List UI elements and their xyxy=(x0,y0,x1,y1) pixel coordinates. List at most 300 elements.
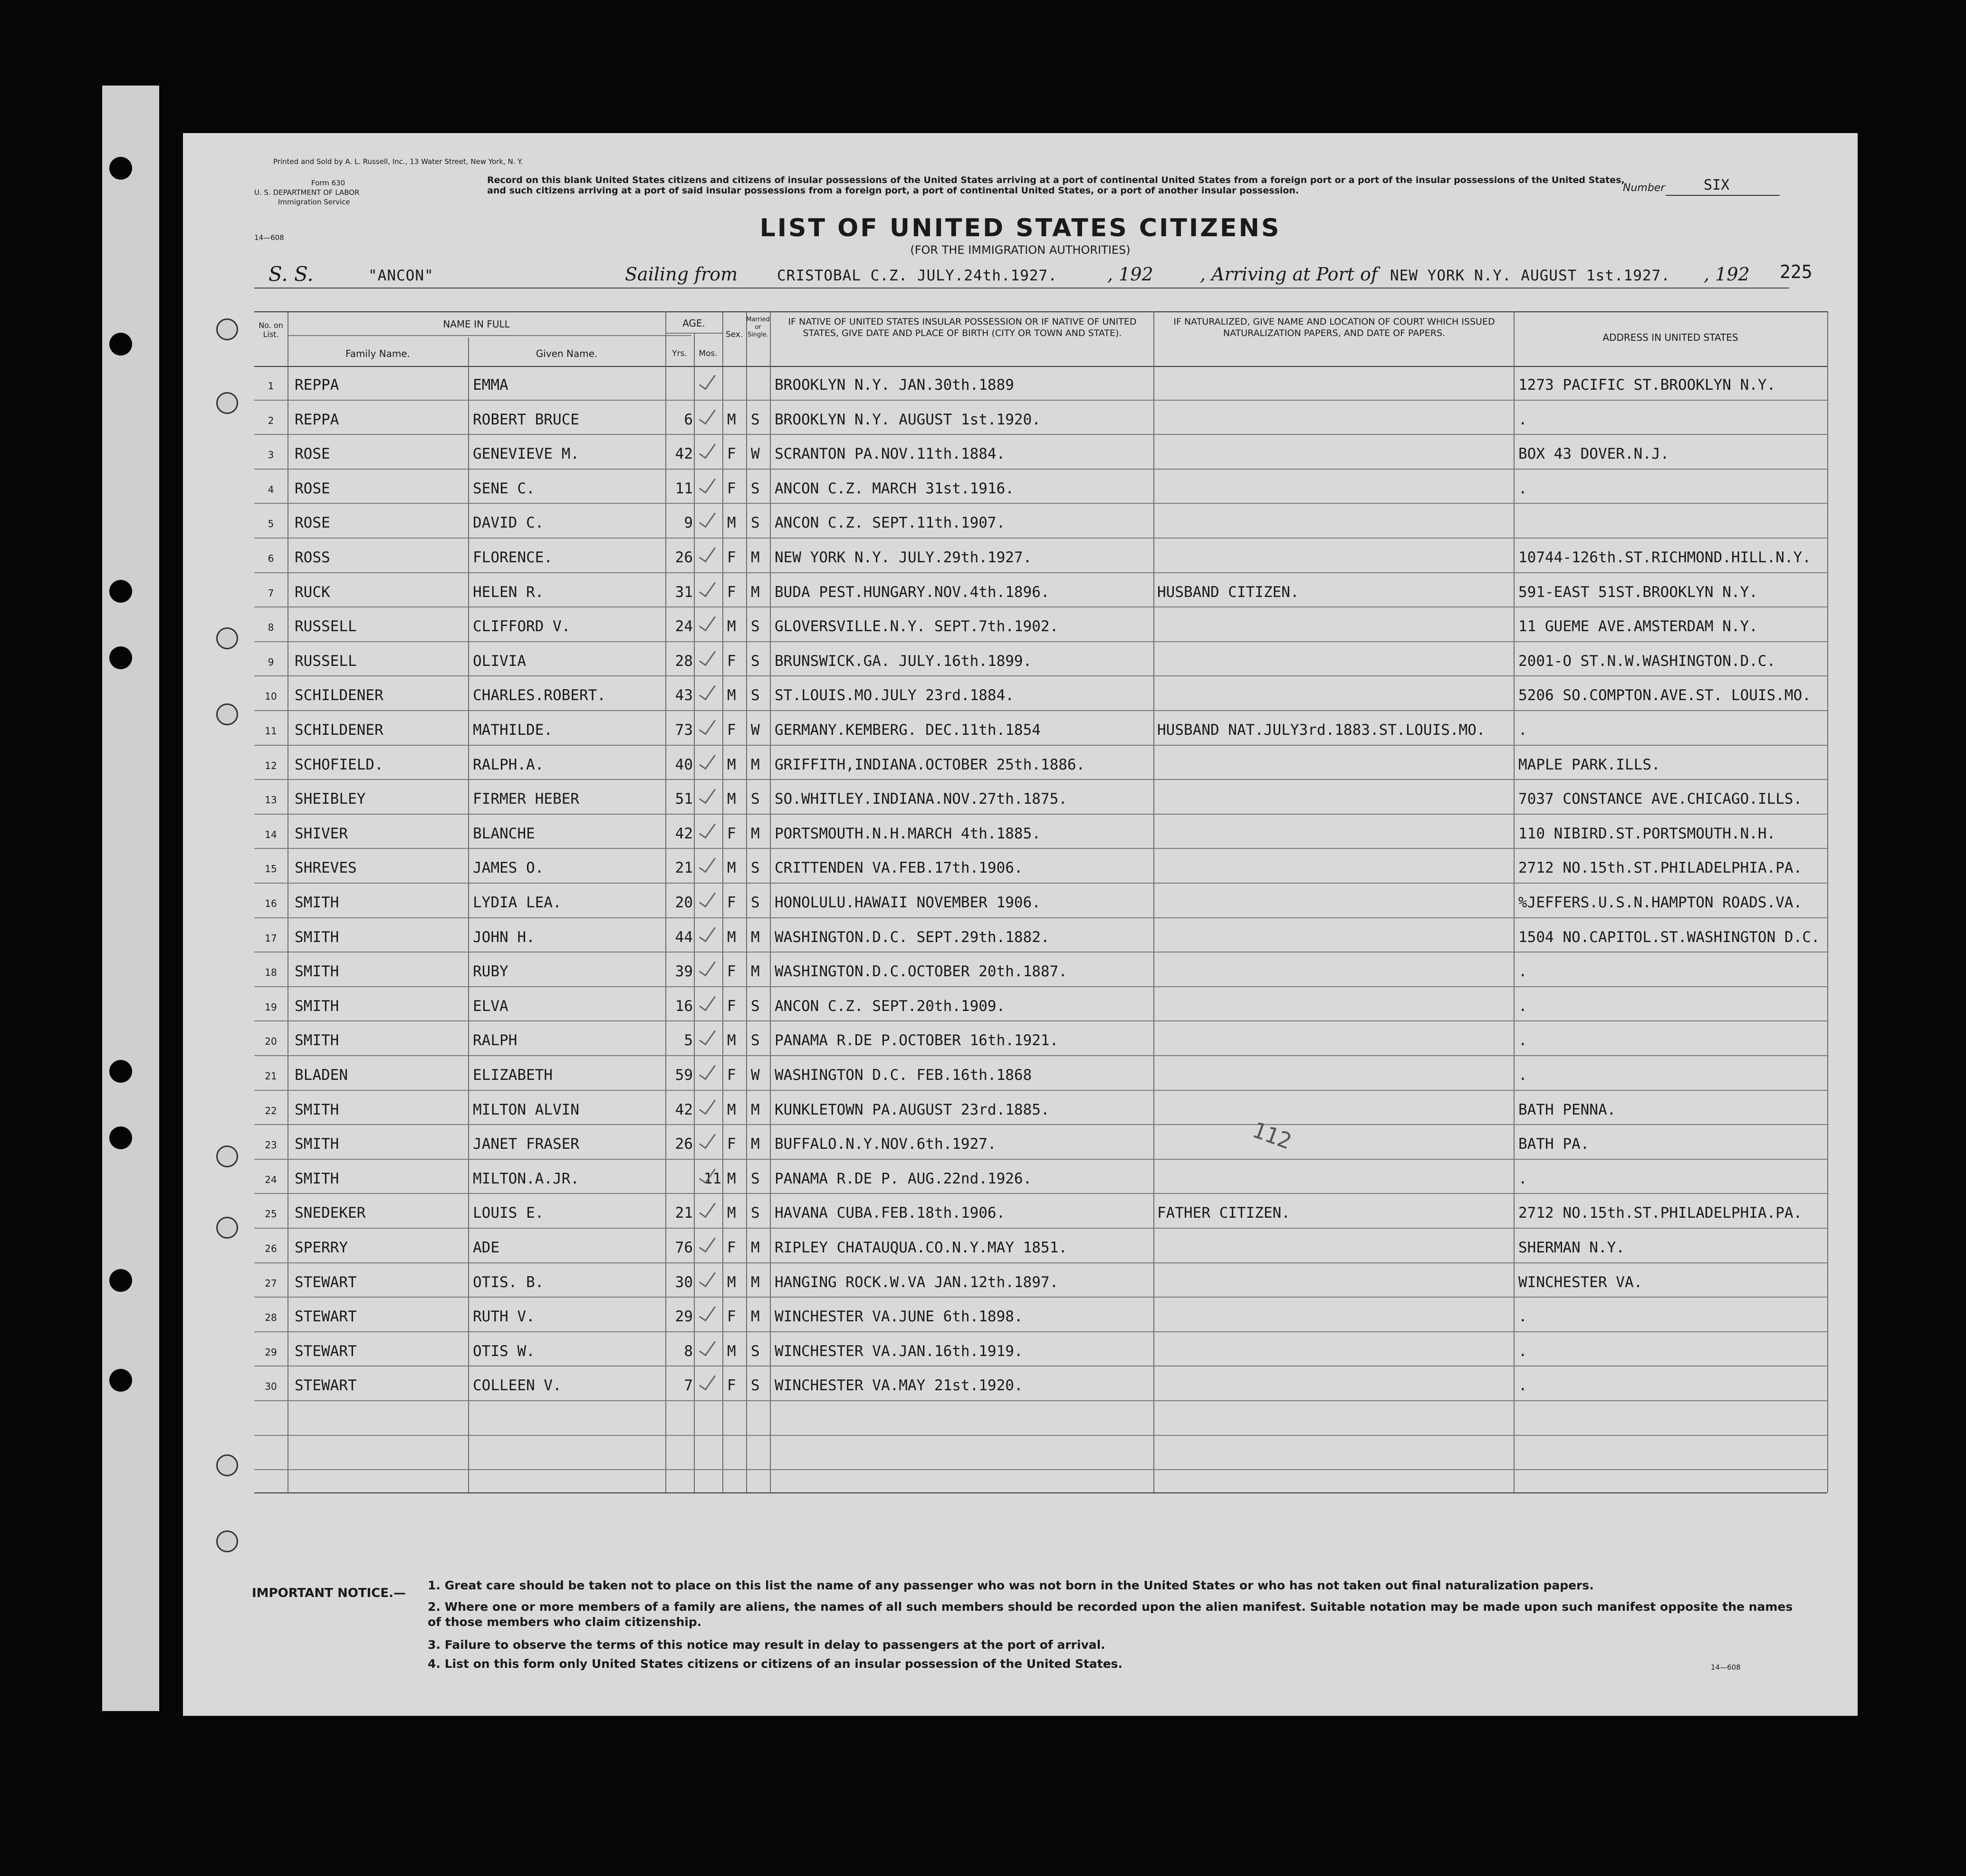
tick-mark xyxy=(699,578,716,597)
header-mos: Mos. xyxy=(699,349,718,358)
cell-given: FIRMER HEBER xyxy=(473,790,579,808)
cell-birth: GRIFFITH,INDIANA.OCTOBER 25th.1886. xyxy=(775,756,1085,773)
header-naturalized: IF NATURALIZED, GIVE NAME AND LOCATION OF COURT WHICH ISSUED NATURALIZATION PAPERS, AND DATE OF PAPERS. xyxy=(1173,317,1495,338)
cell-ms: M xyxy=(751,1273,760,1291)
cell-birth: ANCON C.Z. SEPT.20th.1909. xyxy=(775,997,1006,1015)
cell-family: SHIVER xyxy=(295,825,348,842)
cell-no: 18 xyxy=(265,967,277,979)
number-value: SIX xyxy=(1704,177,1730,193)
punch-hole xyxy=(109,1126,132,1149)
cell-no: 23 xyxy=(265,1139,277,1151)
cell-yrs: 39 xyxy=(675,963,693,981)
cell-family: SCHILDENER xyxy=(295,722,384,739)
table-row xyxy=(183,1194,1858,1229)
table-row xyxy=(183,1160,1858,1194)
cell-yrs: 8 xyxy=(684,1342,693,1360)
cell-no: 13 xyxy=(265,794,277,806)
page-number: 225 xyxy=(1780,261,1813,282)
form-instructions: Record on this blank United States citizens and citizens of insular possessions of the United States arriving at a port of continental United States from a foreign port or a port of the insular possessions of the United States, and such citizens arriving at a port of said insular possessions from a foreign port, a port of continental United States, or a port of another insular possession. xyxy=(487,175,1625,196)
cell-birth: HONOLULU.HAWAII NOVEMBER 1906. xyxy=(775,894,1041,911)
cell-addr: . xyxy=(1518,1032,1527,1049)
table-row xyxy=(183,573,1858,608)
cell-ms: S xyxy=(751,790,760,808)
cell-sex: F xyxy=(727,722,736,739)
cell-given: MILTON ALVIN xyxy=(473,1101,579,1118)
cell-ms: M xyxy=(751,549,760,566)
tick-mark xyxy=(699,371,716,390)
cell-yrs: 26 xyxy=(675,1135,693,1153)
cell-no: 6 xyxy=(268,553,274,564)
cell-given: OTIS. B. xyxy=(473,1273,544,1291)
cell-given: HELEN R. xyxy=(473,583,544,601)
cell-yrs: 6 xyxy=(684,411,693,428)
printer-line: Printed and Sold by A. L. Russell, Inc., 13 Water Street, New York, N. Y. xyxy=(273,157,523,166)
tick-mark xyxy=(699,750,716,770)
cell-given: CLIFFORD V. xyxy=(473,618,571,635)
cell-addr: . xyxy=(1518,722,1527,739)
cell-yrs: 11 xyxy=(675,480,693,497)
cell-yrs: 5 xyxy=(684,1032,693,1049)
department-name: U. S. DEPARTMENT OF LABOR xyxy=(254,188,360,197)
cell-no: 22 xyxy=(265,1105,277,1116)
cell-no: 17 xyxy=(265,932,277,944)
cell-family: ROSS xyxy=(295,549,330,566)
cell-birth: NEW YORK N.Y. JULY.29th.1927. xyxy=(775,549,1032,566)
cell-ms: M xyxy=(751,1308,760,1326)
cell-yrs: 42 xyxy=(675,445,693,463)
cell-sex: M xyxy=(727,514,736,532)
cell-sex: M xyxy=(727,790,736,808)
cell-yrs: 7 xyxy=(684,1377,693,1395)
row-rule xyxy=(254,1469,1827,1470)
table-bottom-border xyxy=(254,1492,1827,1493)
cell-ms: M xyxy=(751,1239,760,1256)
tick-mark xyxy=(699,1199,716,1218)
cell-family: RUSSELL xyxy=(295,652,357,670)
cell-family: SPERRY xyxy=(295,1239,348,1256)
number-label: Number xyxy=(1623,182,1665,194)
header-family-name: Family Name. xyxy=(345,348,411,359)
cell-sex: F xyxy=(727,549,736,566)
table-row xyxy=(183,884,1858,918)
cell-family: SHREVES xyxy=(295,859,357,877)
cell-addr: 1504 NO.CAPITOL.ST.WASHINGTON D.C. xyxy=(1518,928,1820,946)
cell-sex: M xyxy=(727,756,736,773)
cell-no: 19 xyxy=(265,1001,277,1013)
tick-mark xyxy=(699,992,716,1011)
cell-yrs: 43 xyxy=(675,687,693,704)
cell-addr: . xyxy=(1518,963,1527,981)
cell-no: 8 xyxy=(268,622,274,634)
cell-ms: M xyxy=(751,825,760,842)
cell-sex: F xyxy=(727,583,736,601)
cell-addr: . xyxy=(1518,1170,1527,1187)
table-row xyxy=(183,918,1858,953)
cell-addr: 7037 CONSTANCE AVE.CHICAGO.ILLS. xyxy=(1518,790,1803,808)
arriving-value: NEW YORK N.Y. AUGUST 1st.1927. xyxy=(1390,267,1670,284)
cell-no: 15 xyxy=(265,863,277,875)
cell-birth: WASHINGTON D.C. FEB.16th.1868 xyxy=(775,1067,1032,1084)
header-married-single: Married or Single. xyxy=(746,316,770,338)
tick-mark xyxy=(699,1061,716,1080)
table-row xyxy=(183,1229,1858,1263)
cell-no: 4 xyxy=(268,483,274,495)
cell-ms: M xyxy=(751,1135,760,1153)
cell-birth: BUFFALO.N.Y.NOV.6th.1927. xyxy=(775,1135,997,1153)
cell-no: 12 xyxy=(265,760,277,771)
cell-birth: PANAMA R.DE P.OCTOBER 16th.1921. xyxy=(775,1032,1059,1049)
cell-no: 3 xyxy=(268,449,274,461)
cell-yrs: 21 xyxy=(675,1204,693,1222)
cell-sex: M xyxy=(727,1204,736,1222)
tick-mark xyxy=(699,1337,716,1356)
cell-given: EMMA xyxy=(473,376,508,394)
cell-family: SMITH xyxy=(295,894,339,911)
cell-family: SCHOFIELD. xyxy=(295,756,384,773)
table-row xyxy=(183,746,1858,780)
form-code-bottom: 14—608 xyxy=(1711,1663,1741,1672)
cell-ms: S xyxy=(751,687,760,704)
cell-no: 25 xyxy=(265,1208,277,1220)
tick-mark xyxy=(699,888,716,907)
cell-ms: S xyxy=(751,1342,760,1360)
cell-birth: BRUNSWICK.GA. JULY.16th.1899. xyxy=(775,652,1032,670)
cell-yrs: 24 xyxy=(675,618,693,635)
tick-mark xyxy=(699,785,716,804)
cell-given: OTIS W. xyxy=(473,1342,535,1360)
binding-strip xyxy=(102,86,159,1711)
cell-family: STEWART xyxy=(295,1342,357,1360)
cell-family: SMITH xyxy=(295,928,339,946)
cell-no: 5 xyxy=(268,518,274,530)
cell-yrs: 28 xyxy=(675,652,693,670)
tick-mark xyxy=(699,1233,716,1252)
cell-family: ROSE xyxy=(295,480,330,497)
cell-given: RUTH V. xyxy=(473,1308,535,1326)
cell-addr: . xyxy=(1518,1067,1527,1084)
cell-yrs: 59 xyxy=(675,1067,693,1084)
cell-yrs: 9 xyxy=(684,514,693,532)
tick-mark xyxy=(699,958,716,977)
cell-sex: M xyxy=(727,618,736,635)
row-rule xyxy=(254,1400,1827,1401)
cell-yrs: 40 xyxy=(675,756,693,773)
cell-addr: 110 NIBIRD.ST.PORTSMOUTH.N.H. xyxy=(1518,825,1776,842)
cell-addr: 2001-O ST.N.W.WASHINGTON.D.C. xyxy=(1518,652,1776,670)
cell-addr: WINCHESTER VA. xyxy=(1518,1273,1643,1291)
cell-birth: SCRANTON PA.NOV.11th.1884. xyxy=(775,445,1006,463)
cell-sex: M xyxy=(727,1273,736,1291)
cell-yrs: 76 xyxy=(675,1239,693,1256)
cell-addr: 591-EAST 51ST.BROOKLYN N.Y. xyxy=(1518,583,1758,601)
tick-mark xyxy=(699,854,716,873)
header-yrs: Yrs. xyxy=(672,349,687,358)
document-title: LIST OF UNITED STATES CITIZENS xyxy=(759,214,1281,242)
table-row xyxy=(183,642,1858,677)
sailing-label: Sailing from xyxy=(625,264,738,285)
table-row xyxy=(183,780,1858,815)
stamped-number: 112 xyxy=(1249,1116,1295,1154)
cell-no: 28 xyxy=(265,1312,277,1324)
tick-mark xyxy=(699,440,716,459)
cell-addr: 2712 NO.15th.ST.PHILADELPHIA.PA. xyxy=(1518,859,1803,877)
form-number: Form 630 xyxy=(311,179,345,187)
cell-family: SMITH xyxy=(295,997,339,1015)
cell-birth: WASHINGTON.D.C.OCTOBER 20th.1887. xyxy=(775,963,1067,981)
cell-no: 1 xyxy=(268,380,274,392)
cell-birth: BUDA PEST.HUNGARY.NOV.4th.1896. xyxy=(775,583,1050,601)
cell-family: RUSSELL xyxy=(295,618,357,635)
cell-ms: W xyxy=(751,1067,760,1084)
tick-mark xyxy=(699,923,716,942)
cell-family: ROSE xyxy=(295,445,330,463)
cell-ms: W xyxy=(751,445,760,463)
table-row xyxy=(183,435,1858,470)
cell-family: SMITH xyxy=(295,1101,339,1118)
cell-birth: PANAMA R.DE P. AUG.22nd.1926. xyxy=(775,1170,1032,1187)
row-rule xyxy=(254,1435,1827,1436)
cell-sex: F xyxy=(727,825,736,842)
tick-mark xyxy=(699,647,716,666)
cell-ms: S xyxy=(751,618,760,635)
ss-label: S. S. xyxy=(269,262,314,286)
cell-ms: M xyxy=(751,756,760,773)
table-row xyxy=(183,676,1858,711)
cell-yrs: 29 xyxy=(675,1308,693,1326)
cell-sex: M xyxy=(727,687,736,704)
cell-ms: M xyxy=(751,928,760,946)
document-subtitle: (FOR THE IMMIGRATION AUTHORITIES) xyxy=(910,243,1131,257)
cell-given: LOUIS E. xyxy=(473,1204,544,1222)
cell-addr: MAPLE PARK.ILLS. xyxy=(1518,756,1660,773)
cell-nat: FATHER CITIZEN. xyxy=(1157,1204,1290,1222)
cell-ms: S xyxy=(751,1377,760,1395)
cell-family: SMITH xyxy=(295,1135,339,1153)
cell-sex: F xyxy=(727,1135,736,1153)
cell-nat: HUSBAND CITIZEN. xyxy=(1157,583,1299,601)
cell-family: RUCK xyxy=(295,583,330,601)
passenger-table xyxy=(183,133,1858,1716)
tick-mark xyxy=(699,1130,716,1149)
notice-item-2: 2. Where one or more members of a family are aliens, the names of all such members should be recorded upon the alien manifest. Suitable notation may be made upon such manifest opposite the names of those members who claim citizenship. xyxy=(428,1600,1793,1629)
cell-ms: M xyxy=(751,583,760,601)
cell-ms: S xyxy=(751,652,760,670)
cell-birth: HANGING ROCK.W.VA JAN.12th.1897. xyxy=(775,1273,1059,1291)
header-address: ADDRESS IN UNITED STATES xyxy=(1602,332,1738,343)
cell-ms: S xyxy=(751,514,760,532)
cell-no: 21 xyxy=(265,1070,277,1082)
cell-sex: F xyxy=(727,445,736,463)
table-row xyxy=(183,1298,1858,1332)
cell-given: ELVA xyxy=(473,997,508,1015)
cell-given: MILTON.A.JR. xyxy=(473,1170,579,1187)
notice-item-3: 3. Failure to observe the terms of this notice may result in delay to passengers at the port of arrival. xyxy=(428,1638,1105,1652)
cell-addr: 2712 NO.15th.ST.PHILADELPHIA.PA. xyxy=(1518,1204,1803,1222)
header-given-name: Given Name. xyxy=(536,348,598,359)
cell-family: STEWART xyxy=(295,1273,357,1291)
cell-birth: WINCHESTER VA.JAN.16th.1919. xyxy=(775,1342,1023,1360)
year-suffix-2: , 192 xyxy=(1704,264,1750,285)
cell-birth: CRITTENDEN VA.FEB.17th.1906. xyxy=(775,859,1023,877)
cell-given: LYDIA LEA. xyxy=(473,894,562,911)
header-name-in-full: NAME IN FULL xyxy=(443,318,510,330)
service-name: Immigration Service xyxy=(278,198,350,206)
tick-mark xyxy=(699,716,716,735)
cell-family: SMITH xyxy=(295,1170,339,1187)
cell-addr: 10744-126th.ST.RICHMOND.HILL.N.Y. xyxy=(1518,549,1811,566)
table-top-border xyxy=(254,311,1827,312)
cell-birth: GLOVERSVILLE.N.Y. SEPT.7th.1902. xyxy=(775,618,1059,635)
cell-sex: F xyxy=(727,1067,736,1084)
cell-given: CHARLES.ROBERT. xyxy=(473,687,606,704)
cell-birth: ANCON C.Z. MARCH 31st.1916. xyxy=(775,480,1014,497)
table-row xyxy=(183,952,1858,987)
cell-birth: SO.WHITLEY.INDIANA.NOV.27th.1875. xyxy=(775,790,1067,808)
table-row xyxy=(183,607,1858,642)
table-row xyxy=(183,1263,1858,1298)
cell-addr: 11 GUEME AVE.AMSTERDAM N.Y. xyxy=(1518,618,1758,635)
cell-addr: 1273 PACIFIC ST.BROOKLYN N.Y. xyxy=(1518,376,1776,394)
name-header-divider xyxy=(288,335,691,336)
cell-family: SMITH xyxy=(295,963,339,981)
table-row xyxy=(183,366,1858,401)
tick-mark xyxy=(699,819,716,838)
arriving-label: , Arriving at Port of xyxy=(1200,264,1378,285)
header-sex: Sex. xyxy=(725,330,743,339)
cell-birth: ANCON C.Z. SEPT.11th.1907. xyxy=(775,514,1006,532)
cell-no: 10 xyxy=(265,691,277,702)
table-row xyxy=(183,1332,1858,1367)
cell-addr: %JEFFERS.U.S.N.HAMPTON ROADS.VA. xyxy=(1518,894,1803,911)
cell-given: DAVID C. xyxy=(473,514,544,532)
cell-given: OLIVIA xyxy=(473,652,526,670)
cell-sex: F xyxy=(727,894,736,911)
cell-family: BLADEN xyxy=(295,1067,348,1084)
cell-sex: M xyxy=(727,1032,736,1049)
cell-given: JAMES O. xyxy=(473,859,544,877)
cell-ms: S xyxy=(751,859,760,877)
cell-family: SMITH xyxy=(295,1032,339,1049)
cell-no: 9 xyxy=(268,656,274,668)
cell-given: JANET FRASER xyxy=(473,1135,579,1153)
cell-no: 14 xyxy=(265,828,277,840)
cell-mos: 11 xyxy=(703,1170,721,1187)
cell-yrs: 20 xyxy=(675,894,693,911)
cell-birth: RIPLEY CHATAUQUA.CO.N.Y.MAY 1851. xyxy=(775,1239,1067,1256)
cell-addr: . xyxy=(1518,1308,1527,1326)
cell-given: FLORENCE. xyxy=(473,549,553,566)
cell-given: RALPH xyxy=(473,1032,518,1049)
header-no: No. on List. xyxy=(259,321,283,339)
table-row xyxy=(183,815,1858,849)
cell-family: STEWART xyxy=(295,1377,357,1395)
table-row xyxy=(183,504,1858,539)
cell-given: ELIZABETH xyxy=(473,1067,553,1084)
cell-yrs: 30 xyxy=(675,1273,693,1291)
punch-hole xyxy=(109,580,132,603)
cell-given: JOHN H. xyxy=(473,928,535,946)
cell-ms: W xyxy=(751,722,760,739)
cell-addr: 5206 SO.COMPTON.AVE.ST. LOUIS.MO. xyxy=(1518,687,1811,704)
cell-ms: S xyxy=(751,411,760,428)
cell-yrs: 26 xyxy=(675,549,693,566)
tick-mark xyxy=(699,474,716,493)
cell-sex: F xyxy=(727,1308,736,1326)
cell-addr: . xyxy=(1518,997,1527,1015)
cell-ms: S xyxy=(751,1170,760,1187)
table-row xyxy=(183,470,1858,504)
cell-family: REPPA xyxy=(295,411,339,428)
cell-birth: WASHINGTON.D.C. SEPT.29th.1882. xyxy=(775,928,1050,946)
table-row xyxy=(183,1091,1858,1126)
cell-ms: S xyxy=(751,894,760,911)
tick-mark xyxy=(699,613,716,632)
cell-sex: F xyxy=(727,1377,736,1395)
cell-ms: S xyxy=(751,480,760,497)
cell-birth: PORTSMOUTH.N.H.MARCH 4th.1885. xyxy=(775,825,1041,842)
cell-given: MATHILDE. xyxy=(473,722,553,739)
cell-no: 26 xyxy=(265,1243,277,1254)
cell-given: GENEVIEVE M. xyxy=(473,445,579,463)
table-row xyxy=(183,987,1858,1022)
cell-birth: WINCHESTER VA.JUNE 6th.1898. xyxy=(775,1308,1023,1326)
cell-yrs: 42 xyxy=(675,1101,693,1118)
punch-hole xyxy=(109,1369,132,1392)
cell-sex: M xyxy=(727,928,736,946)
cell-ms: S xyxy=(751,1032,760,1049)
table-row xyxy=(183,849,1858,884)
cell-family: ROSE xyxy=(295,514,330,532)
cell-no: 7 xyxy=(268,587,274,599)
cell-yrs: 21 xyxy=(675,859,693,877)
cell-given: ADE xyxy=(473,1239,499,1256)
cell-no: 29 xyxy=(265,1346,277,1358)
cell-yrs: 51 xyxy=(675,790,693,808)
punch-hole xyxy=(109,333,132,356)
table-row xyxy=(183,1021,1858,1056)
notice-label: IMPORTANT NOTICE.— xyxy=(252,1586,406,1600)
tick-mark xyxy=(699,509,716,528)
cell-family: STEWART xyxy=(295,1308,357,1326)
cell-given: SENE C. xyxy=(473,480,535,497)
cell-sex: M xyxy=(727,1342,736,1360)
cell-given: RUBY xyxy=(473,963,508,981)
punch-hole xyxy=(109,157,132,180)
year-suffix-1: , 192 xyxy=(1107,264,1153,285)
sailing-value: CRISTOBAL C.Z. JULY.24th.1927. xyxy=(777,267,1057,284)
cell-no: 27 xyxy=(265,1277,277,1289)
cell-yrs: 16 xyxy=(675,997,693,1015)
cell-no: 11 xyxy=(265,725,277,737)
form-code-top: 14—608 xyxy=(254,233,284,242)
header-birth: IF NATIVE OF UNITED STATES INSULAR POSSESSION OR IF NATIVE OF UNITED STATES, GIVE DATE AND PLACE OF BIRTH (CITY OR TOWN AND STATE). xyxy=(788,317,1137,338)
tick-mark xyxy=(699,1268,716,1287)
table-row xyxy=(183,1366,1858,1401)
tick-mark xyxy=(699,1303,716,1322)
cell-birth: ST.LOUIS.MO.JULY 23rd.1884. xyxy=(775,687,1014,704)
header-age: AGE. xyxy=(682,317,705,329)
cell-ms: M xyxy=(751,1101,760,1118)
cell-family: SNEDEKER xyxy=(295,1204,366,1222)
cell-given: COLLEEN V. xyxy=(473,1377,562,1395)
cell-sex: F xyxy=(727,1239,736,1256)
cell-addr: . xyxy=(1518,1342,1527,1360)
cell-family: SHEIBLEY xyxy=(295,790,366,808)
cell-addr: . xyxy=(1518,480,1527,497)
cell-yrs: 44 xyxy=(675,928,693,946)
cell-given: RALPH.A. xyxy=(473,756,544,773)
cell-given: ROBERT BRUCE xyxy=(473,411,579,428)
